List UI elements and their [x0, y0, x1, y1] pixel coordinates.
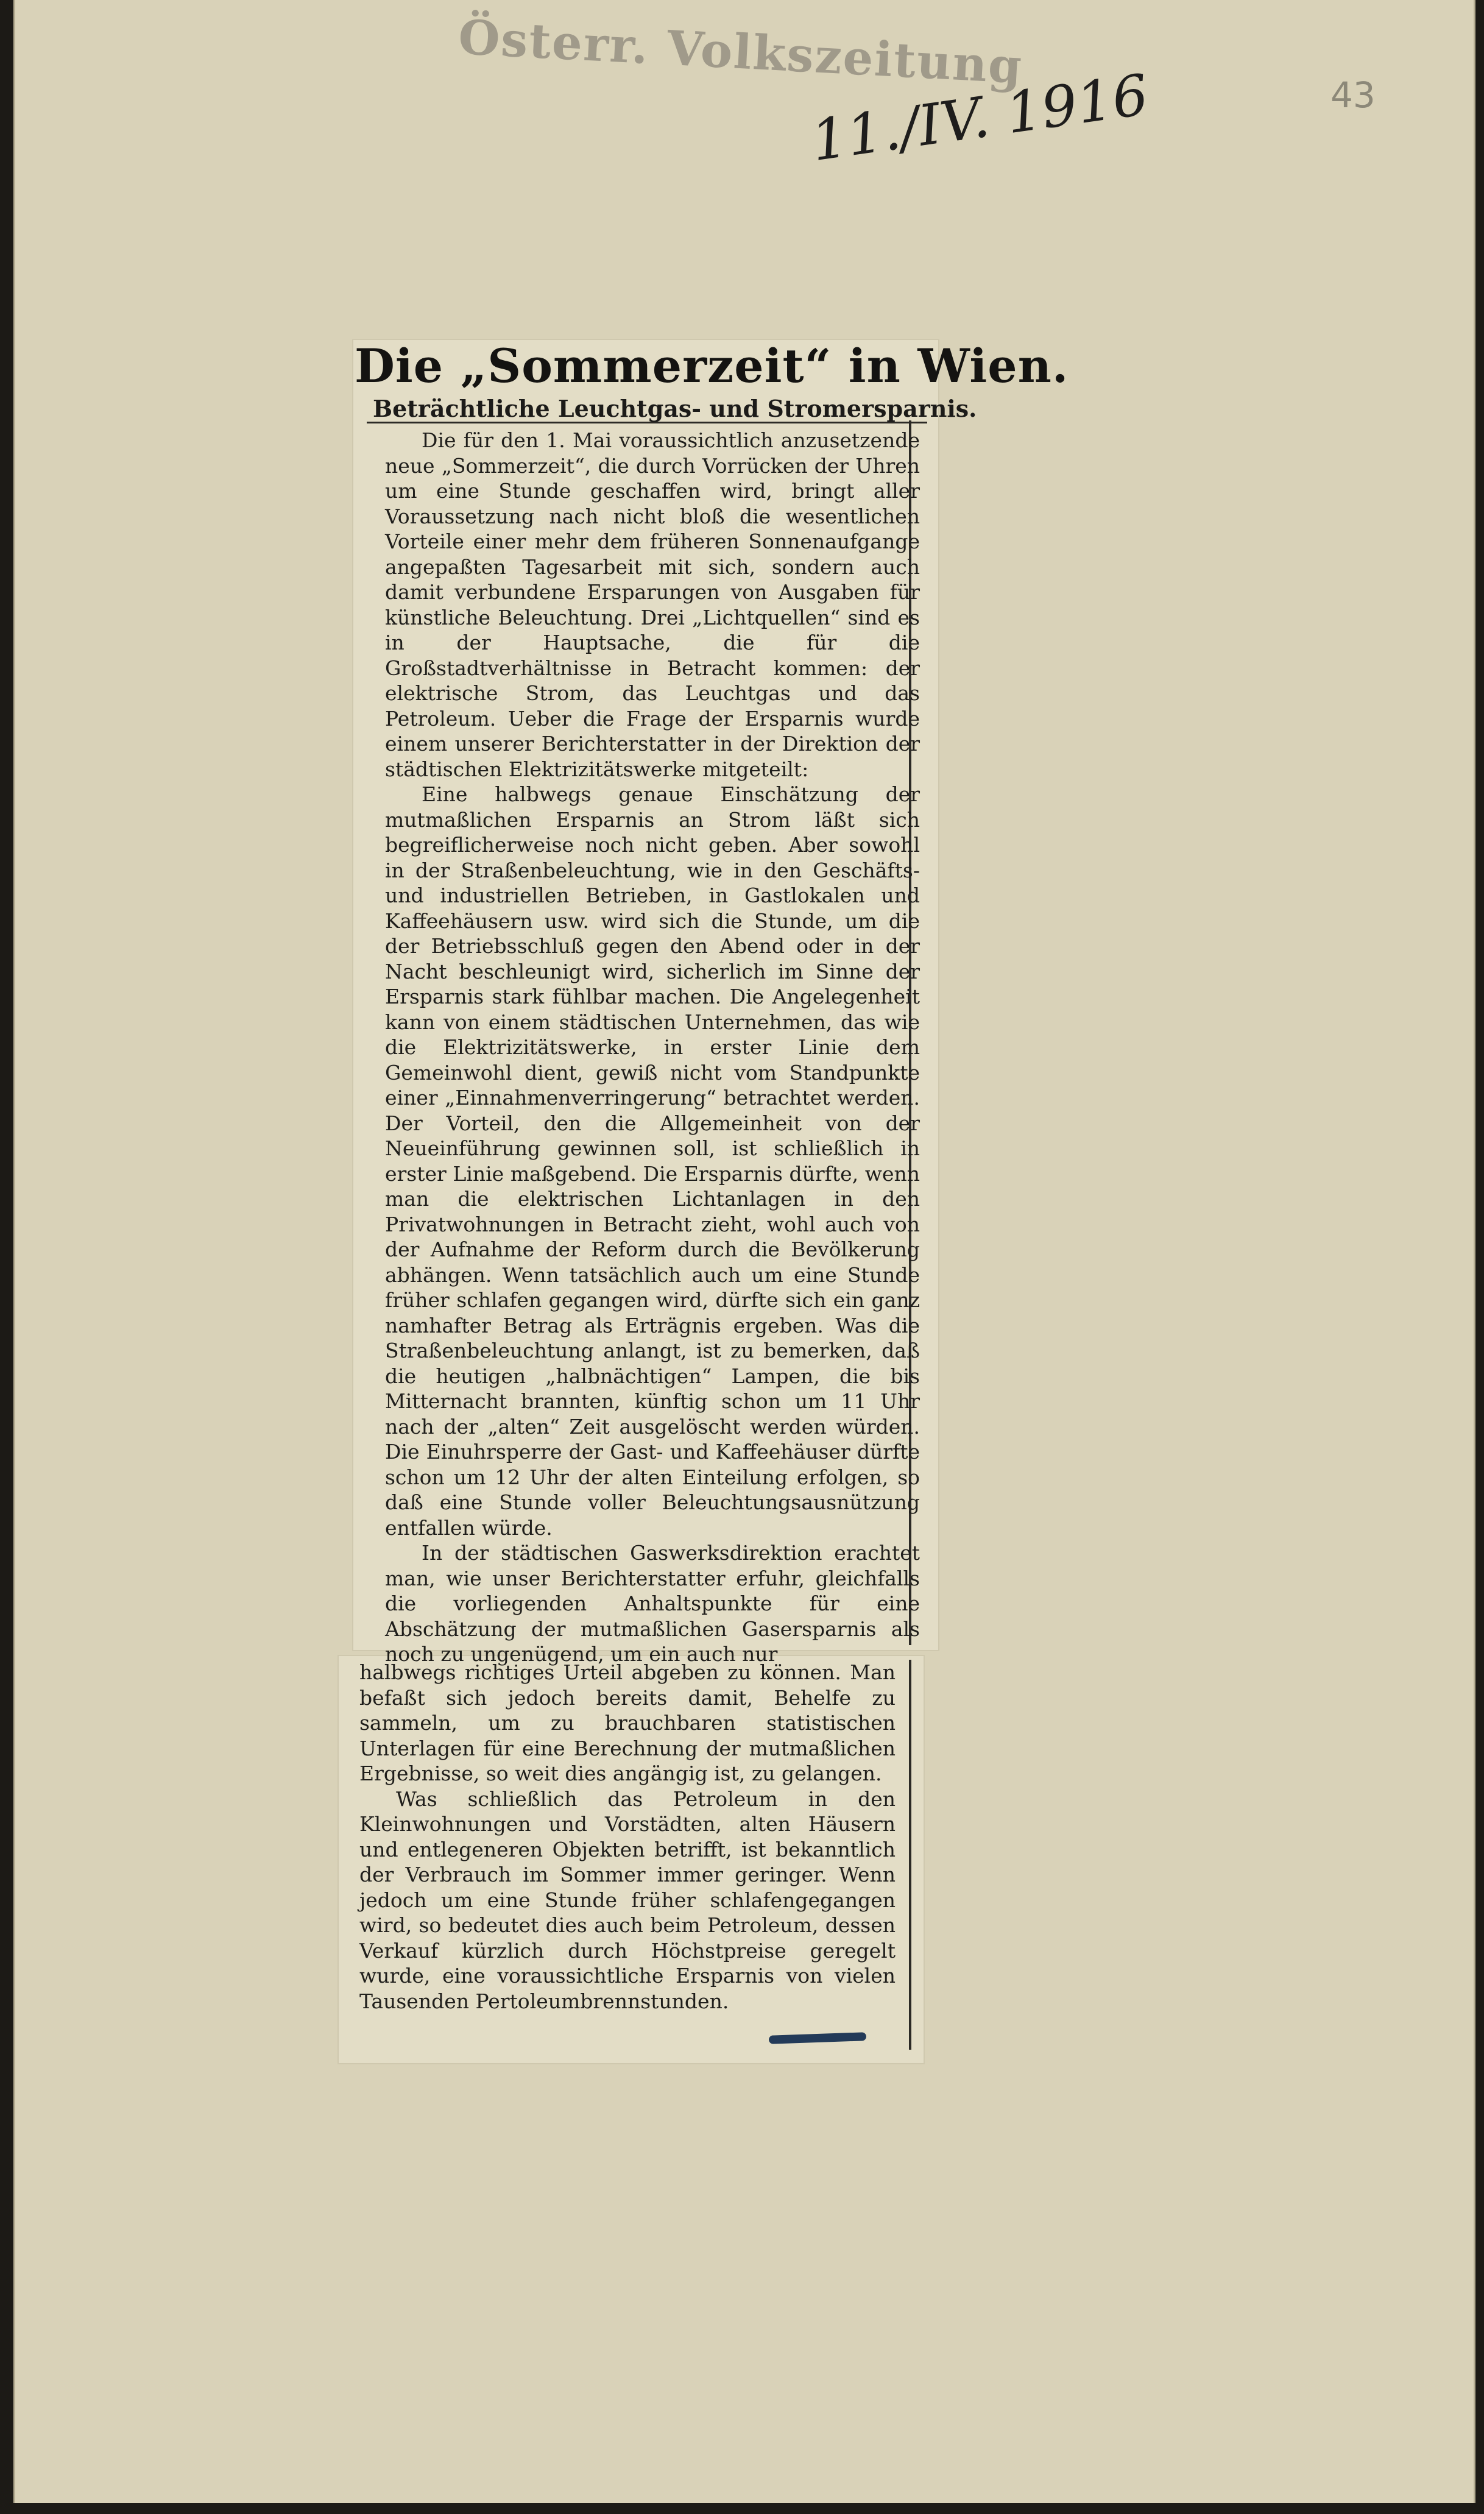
article-paragraph: halbwegs richtiges Urteil abgeben zu können. Man befaßt sich jedoch bereits damit, Behelfe zu sammeln, um zu brauchbaren statistischen Unterlagen für eine Berechnung der mutmaßlichen Ergebnisse, so weit dies angängig ist, zu gelangen. — [359, 1660, 896, 1785]
article-paragraph: Die für den 1. Mai voraussichtlich anzusetzende neue „Sommerzeit“, die durch Vorrücken der Uhren um eine Stunde geschaffen wird, bringt aller Voraussetzung nach nicht bloß die wesentlichen Vorteile einer mehr dem früheren Sonnenaufgange angepaßten Tagesarbeit mit sich, sondern auch damit verbundene Ersparungen von Ausgaben für künstliche Beleuchtung. Drei „Lichtquellen“ sind es in der Hauptsache, die für die Großstadtverhältnisse in Betracht kommen: der elektrische Strom, das Leuchtgas und das Petroleum. Ueber die Frage der Ersparnis wurde einem unserer Berichterstatter in der Direktion der städtischen Elektrizitätswerke mitgeteilt: — [385, 428, 920, 781]
handwritten-date: 11./IV. 1916 — [807, 62, 1153, 174]
article-paragraph: Eine halbwegs genaue Einschätzung der mutmaßlichen Ersparnis an Strom läßt sich begreiflicherweise noch nicht geben. Aber sowohl in der Straßenbeleuchtung, wie in den Geschäfts- und industriellen Betrieben, in Gastlokalen und Kaffeehäusern usw. wird sich die Stunde, um die der Betriebsschluß gegen den Abend oder in der Nacht beschleunigt wird, sicherlich im Sinne der Ersparnis stark fühlbar machen. Die Angelegenheit kann von einem städtischen Unternehmen, das wie die Elektrizitätswerke, in erster Linie dem Gemeinwohl dient, gewiß nicht vom Standpunkte einer „Einnahmenverringerung“ betrachtet werden. Der Vorteil, den die Allgemeinheit von der Neueinführung gewinnen soll, ist schließlich in erster Linie maßgebend. Die Ersparnis dürfte, wenn man die elektrischen Lichtanlagen in den Privatwohnungen in Betracht zieht, wohl auch von der Aufnahme der Reform durch die Bevölkerung abhängen. Wenn tatsächlich auch um eine Stunde früher schlafen gegangen wird, dürfte sich ein ganz namhafter Betrag als Erträgnis ergeben. Was die Straßenbeleuchtung anlangt, ist zu bemerken, daß die heutigen „halbnächtigen“ Lampen, die bis Mitternacht brannten, künftig schon um 11 Uhr nach der „alten“ Zeit ausgelöscht werden würden. Die Einuhrsperre der Gast- und Kaffeehäuser dürfte schon um 12 Uhr der alten Einteilung erfolgen, so daß eine Stunde voller Beleuchtungsausnützung entfallen würde. — [385, 782, 920, 1540]
article-paragraph: In der städtischen Gaswerksdirektion erachtet man, wie unser Berichterstatter erfuhr, gleichfalls die vorliegenden Anhaltspunkte für eine Abschätzung der mutmaßlichen Gasersparnis als noch zu ungenügend, um ein auch nur — [385, 1541, 920, 1666]
newspaper-stamp: Österr. Volkszeitung — [457, 9, 1025, 95]
column-rule — [909, 1660, 911, 2050]
article-column-2 — [359, 1660, 896, 2014]
article-paragraph: Was schließlich das Petroleum in den Kleinwohnungen und Vorstädten, alten Häusern und entlegeneren Objekten betrifft, ist bekanntlich der Verbrauch im Sommer immer geringer. Wenn jedoch um eine Stunde früher schlafengegangen wird, so bedeutet dies auch beim Petroleum, dessen Verkauf kürzlich durch Höchstpreise geregelt wurde, eine voraussichtliche Ersparnis von vielen Tausenden Pertoleumbrennstunden. — [359, 1786, 896, 2013]
article-column-1 — [385, 428, 920, 1667]
article-headline: Die „Sommerzeit“ in Wien. — [355, 339, 1069, 393]
page-number: 43 — [1330, 74, 1376, 116]
article-subheadline: Beträchtliche Leuchtgas- und Stromersparnis. — [373, 395, 977, 422]
